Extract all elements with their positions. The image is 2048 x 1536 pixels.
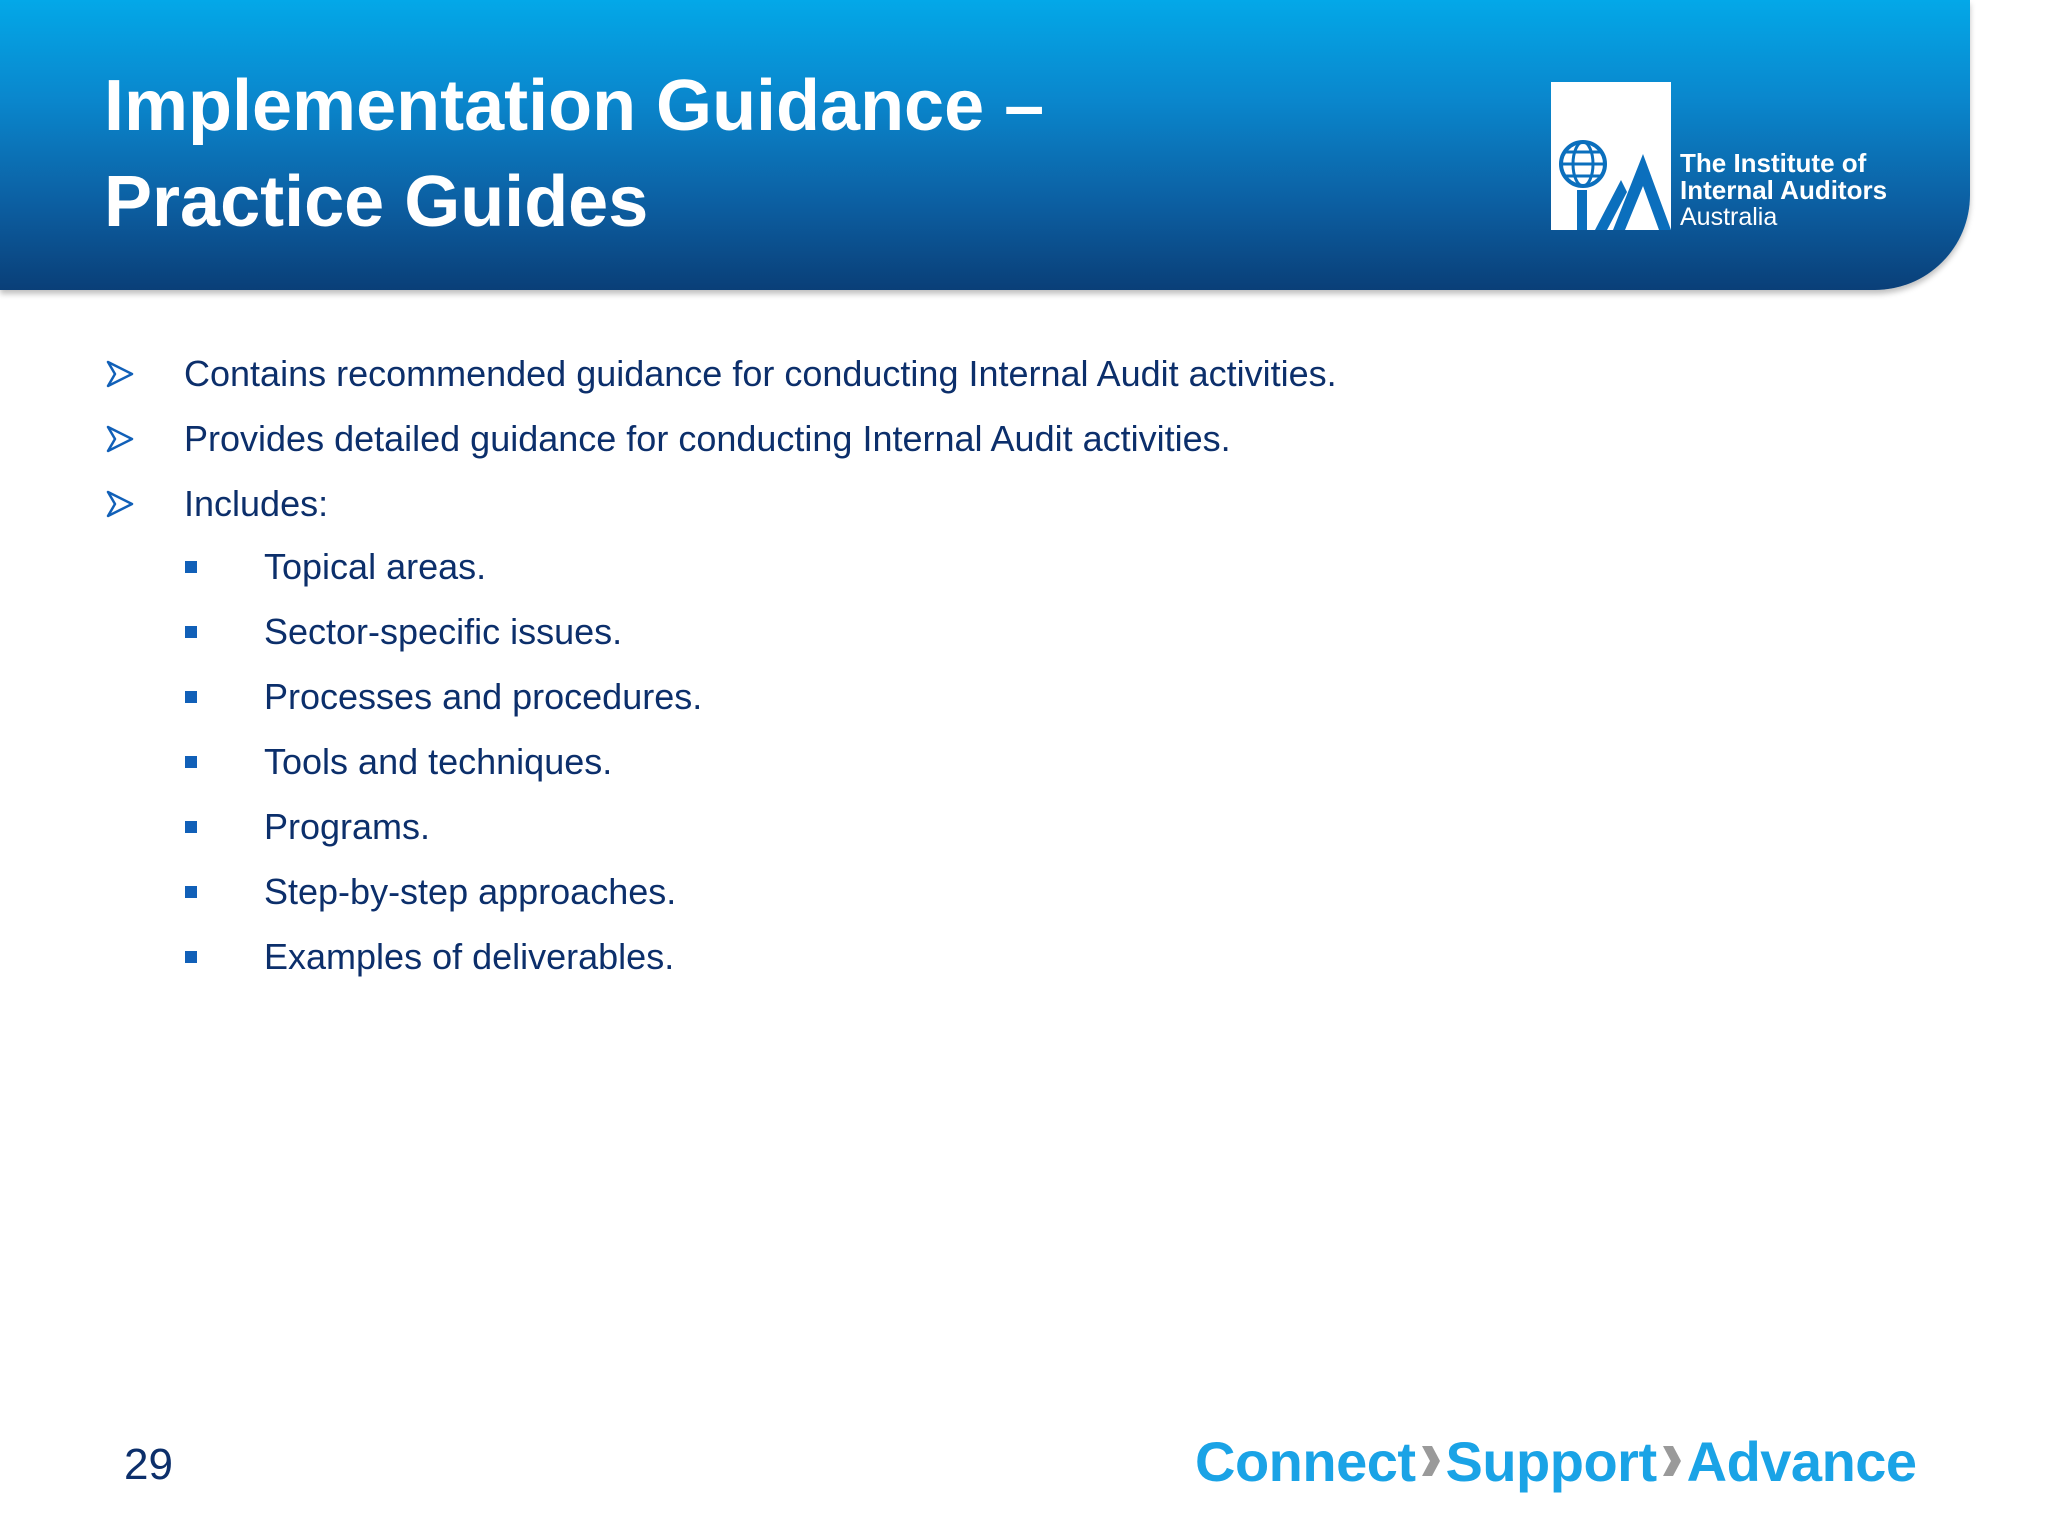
square-bullet-icon	[185, 886, 197, 898]
square-bullet-icon	[185, 561, 197, 573]
page-number: 29	[124, 1440, 173, 1489]
sub-bullet-item	[264, 734, 612, 790]
sub-bullet-text: Processes and procedures.	[264, 676, 703, 717]
square-bullet-icon	[185, 756, 197, 768]
sub-bullet-text: Sector-specific issues.	[264, 611, 623, 652]
arrowhead-bullet-icon	[106, 425, 134, 453]
sub-bullet-item	[264, 539, 486, 595]
sub-bullet-text: Tools and techniques.	[264, 741, 613, 782]
logo-line-3: Australia	[1680, 203, 1778, 231]
square-bullet-icon	[185, 691, 197, 703]
tagline-support: Support	[1445, 1429, 1657, 1493]
sub-bullet-item	[264, 799, 430, 855]
tagline	[1195, 1426, 1917, 1496]
sub-bullet-text: Examples of deliverables.	[264, 936, 675, 977]
arrowhead-bullet-icon	[106, 360, 134, 388]
chevron-right-icon	[1420, 1444, 1442, 1478]
slide-title-line-2: Practice Guides	[104, 162, 649, 242]
sub-bullet-text: Topical areas.	[264, 546, 487, 587]
sub-bullet-text: Step-by-step approaches.	[264, 871, 677, 912]
bullet-item	[184, 411, 1231, 467]
bullet-text: Includes:	[184, 483, 329, 524]
bullet-item	[184, 476, 328, 532]
bullet-item	[184, 346, 1337, 402]
bullet-text: Contains recommended guidance for conducting Internal Audit activities.	[184, 353, 1337, 394]
square-bullet-icon	[185, 821, 197, 833]
logo-line-2: Internal Auditors	[1680, 175, 1888, 205]
sub-bullet-text: Programs.	[264, 806, 431, 847]
sub-bullet-item	[264, 669, 702, 725]
logo-line-1: The Institute of	[1680, 148, 1867, 178]
sub-bullet-item	[264, 864, 676, 920]
tagline-connect: Connect	[1195, 1429, 1416, 1493]
bullet-text: Provides detailed guidance for conducting Internal Audit activities.	[184, 418, 1231, 459]
square-bullet-icon	[185, 626, 197, 638]
sub-bullet-item	[264, 604, 622, 660]
square-bullet-icon	[185, 951, 197, 963]
chevron-right-icon	[1661, 1444, 1683, 1478]
arrowhead-bullet-icon	[106, 490, 134, 518]
sub-bullet-item	[264, 929, 674, 985]
slide-title-line-1: Implementation Guidance –	[104, 66, 1045, 146]
tagline-advance: Advance	[1686, 1429, 1917, 1493]
